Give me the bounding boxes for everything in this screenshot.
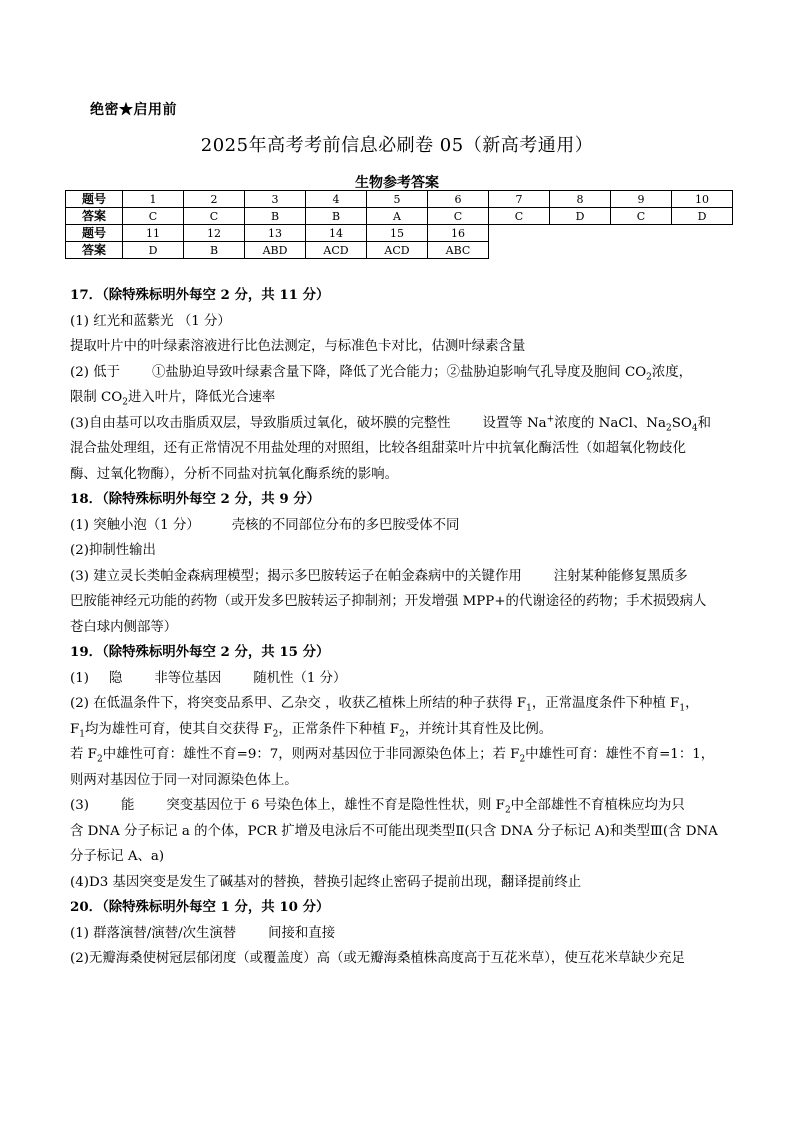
row-label: 答案 <box>66 208 123 225</box>
subscript: 2 <box>272 729 279 740</box>
subscript: 2 <box>519 754 526 765</box>
row-label: 题号 <box>66 225 123 242</box>
text-run: 中雄性可育：雄性不育=9：7，则两对基因位于非同源染色体上；若 F <box>102 747 520 762</box>
text-run: 能 <box>120 798 135 813</box>
text-run: (3) <box>70 798 89 813</box>
table-cell: 7 <box>489 191 550 208</box>
text-run: 浓度， <box>651 364 693 380</box>
q17-line: 提取叶片中的叶绿素溶液进行比色法测定，与标准色卡对比，估测叶绿素含量 <box>70 339 526 354</box>
q18-line: 巴胺能神经元功能的药物（或开发多巴胺转运子抑制剂；开发增强 MPP+的代谢途径的药物；手术损毁病人 <box>70 594 707 609</box>
table-cell: 5 <box>367 191 428 208</box>
table-cell: 8 <box>550 191 611 208</box>
text-run: 隐 <box>108 670 123 686</box>
q19-line: 则两对基因位于同一对同源染色体上。 <box>70 772 298 788</box>
q18-line: 苍白球内侧部等） <box>70 619 178 635</box>
q17-line <box>70 385 730 411</box>
table-cell: 6 <box>428 191 489 208</box>
subscript: 1 <box>79 729 86 740</box>
table-cell: D <box>672 208 733 225</box>
q18-line <box>70 513 730 539</box>
table-cell: B <box>184 242 245 259</box>
text-run: (2) 低于 <box>70 364 121 380</box>
subscript: 2 <box>665 423 672 434</box>
subscript: 4 <box>691 423 698 434</box>
q18-line <box>70 564 730 590</box>
table-cell: B <box>245 208 306 225</box>
text-run: (2) 在低温条件下，将突变品系甲、乙杂交 ，收获乙植株上所结的种子获得 F <box>70 696 527 711</box>
q20-heading: 20．（除特殊标明外每空 1 分，共 10 分） <box>70 899 330 915</box>
text-run: 非等位基因 <box>154 670 222 686</box>
text-run: 限制 CO <box>70 390 123 405</box>
table-cell: C <box>611 208 672 225</box>
confidential-mark: 绝密★启用前 <box>90 102 177 118</box>
text-run: (3)自由基可以攻击脂质双层，导致脂质过氧化，破坏膜的完整性 <box>70 415 451 431</box>
text-run: 间接和直接 <box>268 925 336 941</box>
q18-line: (2)抑制性输出 <box>70 543 156 558</box>
q17-heading: 17．（除特殊标明外每空 2 分，共 11 分） <box>70 287 330 303</box>
text-run: 均为雄性可育，使其自交获得 F <box>85 721 273 737</box>
text-run: ，并统计其育性及比例。 <box>404 721 553 737</box>
table-blank <box>489 225 733 242</box>
q19-line <box>70 717 730 743</box>
row-label: 答案 <box>66 242 123 259</box>
text-run: (3) 建立灵长类帕金森病理模型；揭示多巴胺转运子在帕金森病中的关键作用 <box>70 568 522 584</box>
page-title: 2025年高考考前信息必刷卷 05（新高考通用） <box>200 135 594 156</box>
subscript: 1 <box>679 703 686 714</box>
table-cell: 1 <box>123 191 184 208</box>
text-run: 突变基因位于 6 号染色体上，雄性不育是隐性性状，则 F <box>166 798 505 813</box>
q20-line <box>70 921 730 947</box>
q19-line <box>70 742 730 768</box>
table-cell: ABD <box>245 242 306 259</box>
table-cell: C <box>123 208 184 225</box>
text-run: (1) 群落演替/演替/次生演替 <box>70 925 237 941</box>
table-row <box>66 225 733 242</box>
text-run: 和 <box>697 415 711 431</box>
table-row <box>66 242 733 259</box>
q19-line <box>70 793 730 819</box>
subscript: 2 <box>399 729 405 740</box>
answer-table <box>65 190 733 259</box>
subscript: 2 <box>96 754 103 765</box>
table-cell: 9 <box>611 191 672 208</box>
table-cell: C <box>428 208 489 225</box>
q17-line <box>70 411 730 437</box>
text-run: 进入叶片，降低光合速率 <box>128 390 276 405</box>
text-run: 浓度的 NaCl、Na <box>554 415 666 431</box>
table-cell: ACD <box>367 242 428 259</box>
text-run: ，正常温度条件下种植 F <box>531 696 680 711</box>
superscript: + <box>546 414 555 425</box>
table-cell: A <box>367 208 428 225</box>
q19-line <box>70 691 730 717</box>
table-cell: 11 <box>123 225 184 242</box>
q20-line: (2)无瓣海桑使树冠层郁闭度（或覆盖度）高（或无瓣海桑植株高度高于互花米草），使互花米草缺少充足 <box>70 951 685 966</box>
q19-line <box>70 666 730 692</box>
text-run: (1) 突触小泡（1 分） <box>70 517 200 533</box>
row-label: 题号 <box>66 191 123 208</box>
table-cell: 14 <box>306 225 367 242</box>
q17-line <box>70 360 730 386</box>
table-cell: C <box>489 208 550 225</box>
text-run: SO <box>671 415 692 431</box>
table-blank <box>489 242 733 259</box>
table-cell: ABC <box>428 242 489 259</box>
text-run: 设置等 Na <box>482 415 547 431</box>
q19-line: 分子标记 A、a) <box>70 849 165 864</box>
table-cell: 16 <box>428 225 489 242</box>
answer-content <box>70 283 730 972</box>
text-run: 随机性（1 分） <box>253 670 347 686</box>
table-cell: 15 <box>367 225 428 242</box>
subscript: 2 <box>646 372 652 383</box>
table-row <box>66 191 733 208</box>
q19-heading: 19．（除特殊标明外每空 2 分，共 15 分） <box>70 644 330 660</box>
text-run: ， <box>685 696 699 711</box>
text-run: 壳核的不同部位分布的多巴胺受体不同 <box>231 517 460 533</box>
table-cell: B <box>306 208 367 225</box>
subscript: 2 <box>122 397 128 408</box>
table-cell: 13 <box>245 225 306 242</box>
subscript: 2 <box>504 805 511 816</box>
table-cell: C <box>184 208 245 225</box>
table-cell: 12 <box>184 225 245 242</box>
text-run: F <box>70 721 80 737</box>
q19-line: 含 DNA 分子标记 a 的个体，PCR 扩增及电泳后不可能出现类型Ⅱ(只含 DNA 分子标记 A)和类型Ⅲ(含 DNA <box>70 823 718 839</box>
text-run: 注射某种能修复黑质多 <box>553 568 688 584</box>
subscript: 1 <box>526 703 532 714</box>
table-cell: D <box>123 242 184 259</box>
table-cell: D <box>550 208 611 225</box>
q17-line: 混合盐处理组，还有正常情况不用盐处理的对照组，比较各组甜菜叶片中抗氧化酶活性（如超氧化物歧化 <box>70 441 686 456</box>
table-row <box>66 208 733 225</box>
table-cell: 2 <box>184 191 245 208</box>
text-run: 中雄性可育：雄性不育=1：1， <box>525 747 715 762</box>
text-run: (1) <box>70 670 89 686</box>
text-run: ①盐胁迫导致叶绿素含量下降，降低了光合能力；②盐胁迫影响气孔导度及胞间 CO <box>152 364 647 380</box>
table-cell: ACD <box>306 242 367 259</box>
text-run: 若 F <box>70 747 97 762</box>
text-run: ，正常条件下种植 F <box>278 721 400 737</box>
page-subtitle: 生物参考答案 <box>355 175 439 191</box>
text-run: 中全部雄性不育植株应均为只 <box>510 798 685 813</box>
table-cell: 10 <box>672 191 733 208</box>
q19-line: (4)D3 基因突变是发生了碱基对的替换，替换引起终止密码子提前出现，翻译提前终止 <box>70 874 582 890</box>
q17-line: 酶、过氧化物酶），分析不同盐对抗氧化酶系统的影响。 <box>70 466 399 482</box>
table-cell: 4 <box>306 191 367 208</box>
q17-line: (1) 红光和蓝紫光 （1 分） <box>70 313 231 329</box>
table-cell: 3 <box>245 191 306 208</box>
q18-heading: 18．（除特殊标明外每空 2 分，共 9 分） <box>70 491 321 507</box>
